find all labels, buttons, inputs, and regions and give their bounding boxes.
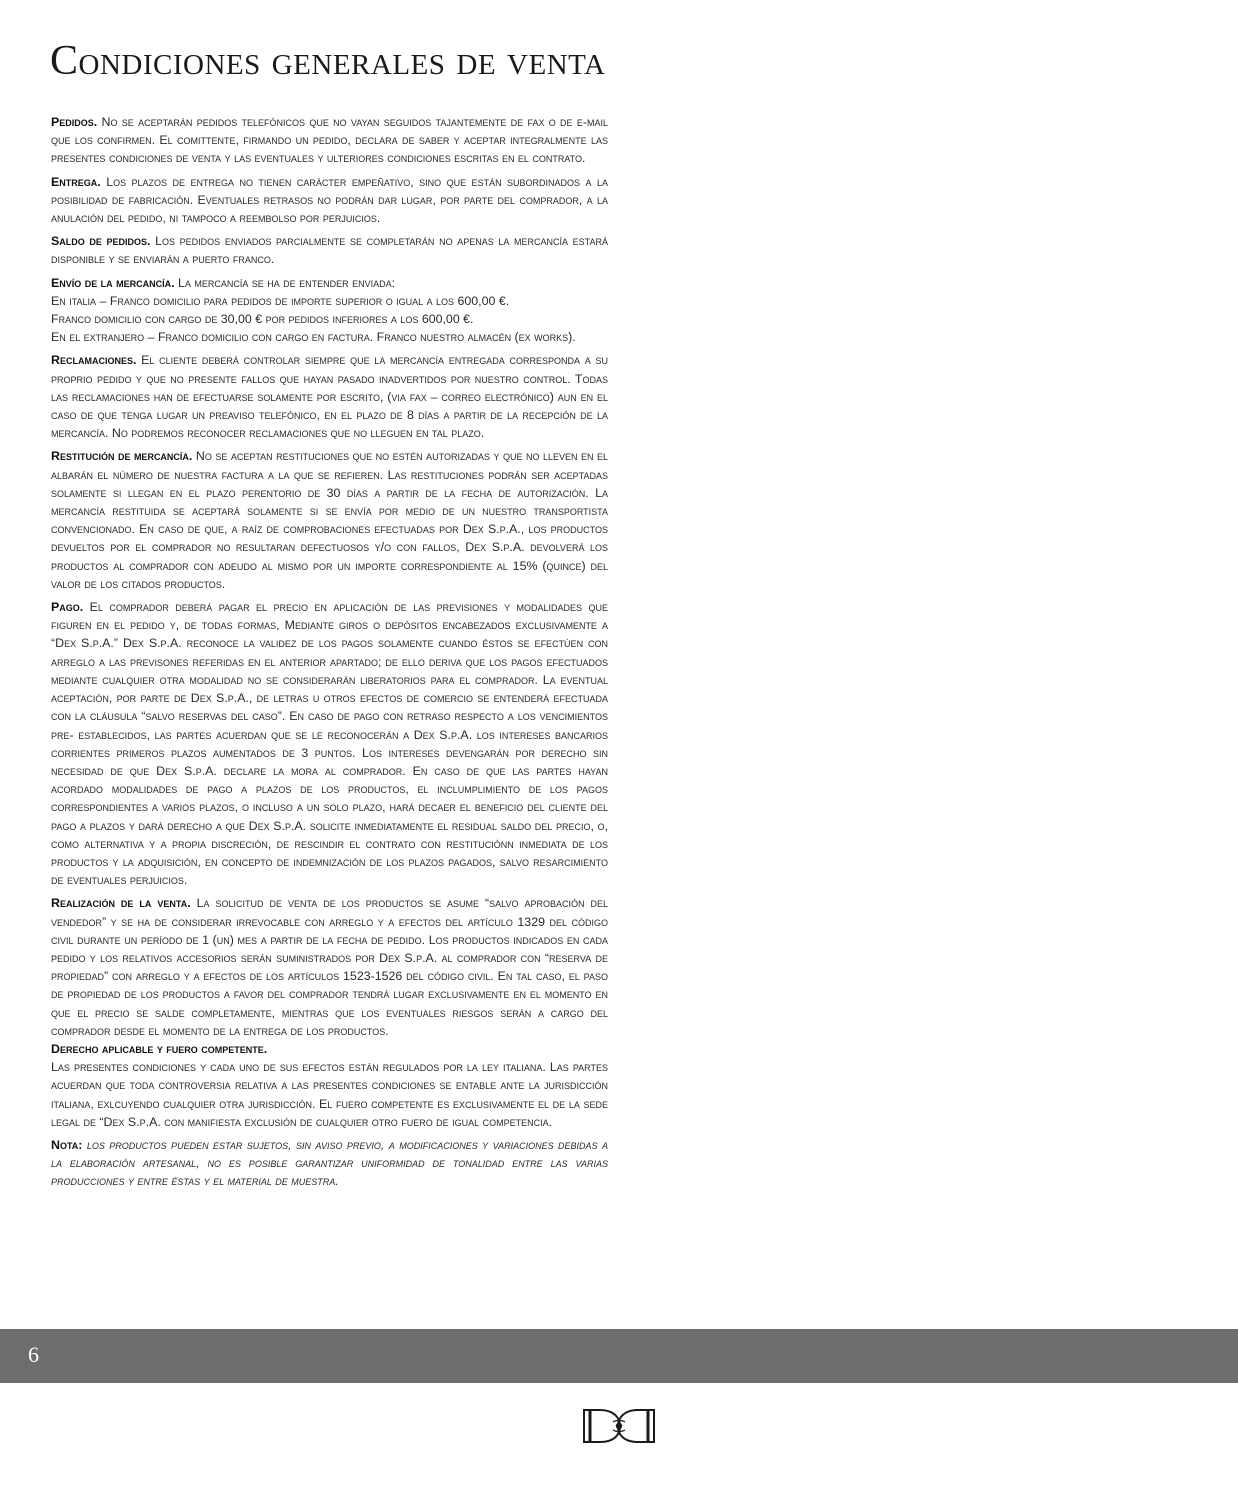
dd-monogram-logo-icon [580,1406,658,1446]
page-title: Condiciones generales de venta [50,38,606,84]
section-pago [51,598,608,889]
section-derecho [51,1040,608,1131]
section-text: Los plazos de entrega no tienen carácter empeñativo, sino que están subordinados a la posibilidad de fabricación. Eventuales retrasos no podrán dar lugar, por parte del comprador, a la anulación del pedido, ni tampoco a reembolso por perjuicios. [51,174,608,226]
section-heading: Entrega. [51,174,101,189]
footer-bar [0,1329,1238,1383]
envio-line-cargo: Franco domicilio con cargo de 30,00 € por pedidos inferiores a los 600,00 €. [51,312,474,327]
section-text: El cliente deberá controlar siempre que la mercancía entregada corresponda a su proprio pedido y que no presente fallos que hayan pasado inadvertidos por nuestro control. Todas las reclamaciones han de efectuarse solamente por escrito, (via fax – correo electrónico) aun en el caso de que tenga lugar un preaviso telefónico, en el plazo de 8 días a partir de la recepción de la mercancía. No podremos reconocer reclamaciones que no lleguen en tal plazo. [51,353,608,441]
section-text: No se aceptarán pedidos telefónicos que no vayan seguidos tajantemente de fax o de e-mail que los confirmen. El comittente, firmando un pedido, declara de saber y aceptar integralmente las presentes condiciones de venta y las eventuales y ulteriores condiciones escritas en el contrato. [51,115,608,166]
section-saldo [51,232,608,268]
section-heading: Pago. [51,600,84,615]
envio-intro-line [51,274,608,292]
section-heading: Envío de la mercancía. [51,275,175,290]
section-text: Las presentes condiciones y cada uno de sus efectos están regulados por la ley italiana. Las partes acuerdan que toda controversia relativa a las presentes condiciones se entable ante la jurisdicción italiana, exlcuyendo cualquier otra jurisdicción. El fuero competente es exclusivamente el de la sede legal de “Dex S.p.A. con manifiesta exclusión de cualquier otro fuero de igual competencia. [51,1060,608,1129]
section-heading: Reclamaciones. [51,353,137,368]
section-heading: Derecho aplicable y fuero competente. [51,1041,268,1056]
envio-line-extranjero: En el extranjero – Franco domicilio con cargo en factura. Franco nuestro almacén (ex works). [51,330,576,345]
section-heading: Pedidos. [51,115,98,129]
section-entrega [51,173,608,228]
envio-line-italia: En italia – Franco domicilio para pedidos de importe superior o igual a los 600,00 €. [51,293,510,308]
section-restitucion [51,447,608,593]
section-reclamaciones [51,351,608,442]
section-text: La solicitud de venta de los productos se asume “salvo aprobación del vendedor” y se ha de considerar irrevocable con arreglo y a efectos del artículo 1329 del código civil durante un período de 1 (un) mes a partir de la fecha de pedido. Los productos indicados en cada pedido y los relativos accesorios serán suministrados por Dex S.p.A. al comprador con “reserva de propiedad” con arreglo y a efectos de los artículos 1523-1526 del código civil. En tal caso, el paso de propiedad de los productos a favor del comprador tendrá lugar exclusivamente en el momento en que el precio se salde completamente, mientras que los eventuales riesgos serán a cargo del comprador desde el momento de la entrega de los productos. [51,896,608,1038]
terms-content [51,113,608,1196]
page-number: 6 [28,1342,39,1367]
section-pedidos [51,113,608,168]
section-heading: Restitución de mercancía. [51,449,193,464]
section-envio [51,274,608,347]
section-heading: Realización de la venta. [51,896,191,911]
section-text: La mercancía se ha de entender enviada: [178,275,396,290]
section-text: No se aceptan restituciones que no estén autorizadas y que no lleven en el albarán el número de nuestra factura a la que se refieren. Las restituciones podrán ser aceptadas solamente si llegan en el plazo perentorio de 30 días a partir de la fecha de autorización. La mercancía restituida se aceptará solamente si se envía por medio de un nuestro transportista convencionado. En caso de que, a raíz de comprobaciones efectuadas por Dex S.p.A., los productos devueltos por el comprador no resultaran defectuosos y/o con fallos, Dex S.p.A. devolverá los productos al comprador con adeudo al mismo por un importe correspondiente al 15% (quince) del valor de los citados productos. [51,449,608,591]
section-realizacion [51,894,608,1040]
section-text: Los pedidos enviados parcialmente se completarán no apenas la mercancía estará disponible y se enviarán a puerto franco. [51,234,608,267]
section-text: El comprador deberá pagar el precio en aplicación de las previsiones y modalidades que figuren en el pedido y, de todas formas, Mediante giros o depósitos encabezados exclusivamente a “Dex S.p.A.” Dex S.p.A. reconoce la validez de los pagos solamente cuando éstos se efectúen con arreglo a las previsones referidas en el anterior apartado; de ello deriva que los pagos efectuados mediante cualquier otra modalidad no se considerarán liberatorios para el comprador. La eventual aceptación, por parte de Dex S.p.A., de letras u otros efectos de comercio se entenderá efectuada con la cláusula “salvo reservas del caso”. En caso de pago con retraso respecto a los vencimientos pre- establecidos, las partes acuerdan que se le reconocerán a Dex S.p.A. los intereses bancarios corrientes primeros plazos aumentados de 3 puntos. Los intereses devengarán por derecho sin necesidad de que Dex S.p.A. declare la mora al comprador. En caso de que las partes hayan acordado modalidades de pago a plazos de los productos, el inclumplimiento de los pagos correspondientes a varios plazos, o incluso a un solo plazo, hará decaer el beneficio del cliente del pago a plazos y dará derecho a que Dex S.p.A. solicite inmediatamente el residual saldo del precio, o, como alternativa y a propia discreción, de rescindir el contrato con restituciónn inmediata de los productos y la adquisición, en concepto de indemnización de los plazos pagados, salvo resarcimiento de eventuales perjuicios. [51,600,608,888]
section-heading: Saldo de pedidos. [51,234,151,249]
section-nota [51,1136,608,1191]
section-text: los productos pueden estar sujetos, sin aviso previo, a modificaciones y variaciones debidas a la elaboración artesanal, no es posible garantizar uniformidad de tonalidad entre las varias producciones y entre éstas y el material de muestra. [51,1137,608,1189]
section-heading: Nota: [51,1137,83,1152]
